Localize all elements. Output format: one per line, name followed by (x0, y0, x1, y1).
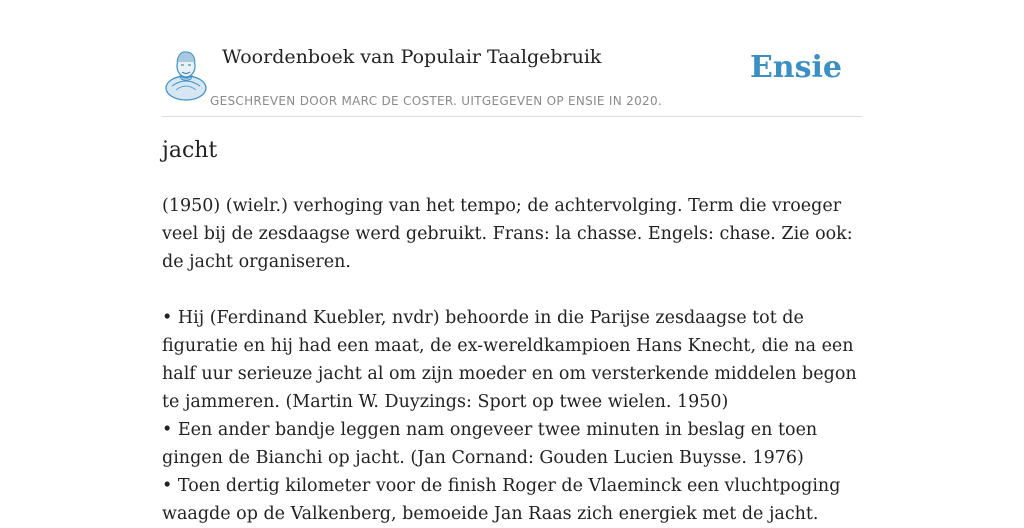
book-title[interactable]: Woordenboek van Populair Taalgebruik (222, 46, 602, 68)
author-portrait-graphic (162, 46, 210, 96)
brand-logo[interactable]: Ensie (749, 50, 842, 85)
quote-item: • Hij (Ferdinand Kuebler, nvdr) behoorde in die Parijse zesdaagse tot de figuratie en hij had een maat, de ex-wereldkampioen Hans Knecht, die na een half uur serieuze jacht al om zijn moeder en om versterkende middelen begon te jammeren. (Martin W. Duyzings: Sport op twee wielen. 1950) (162, 308, 857, 412)
paragraph-gap (162, 276, 862, 304)
quote-item: • Toen dertig kilometer voor de finish Roger de Vlaeminck een vluchtpoging waagde op de Valkenberg, bemoeide Jan Raas zich energiek met de jacht. (162, 476, 841, 524)
entry-definition: (1950) (wielr.) verhoging van het tempo; de achtervolging. Term die vroeger veel bij de zesdaagse werd gebruikt. Frans: la chasse. Engels: chase. Zie ook: de jacht organiseren. (162, 196, 853, 272)
byline: GESCHREVEN DOOR MARC DE COSTER. UITGEGEVEN OP ENSIE IN 2020. (210, 94, 662, 108)
entry-title: jacht (162, 138, 218, 163)
book-header (162, 40, 862, 117)
quote-item: • Een ander bandje leggen nam ongeveer twee minuten in beslag en toen gingen de Bianchi op jacht. (Jan Cornand: Gouden Lucien Buysse. 1976) (162, 420, 818, 468)
entry-body (162, 192, 862, 528)
author-portrait-icon[interactable] (162, 46, 210, 96)
